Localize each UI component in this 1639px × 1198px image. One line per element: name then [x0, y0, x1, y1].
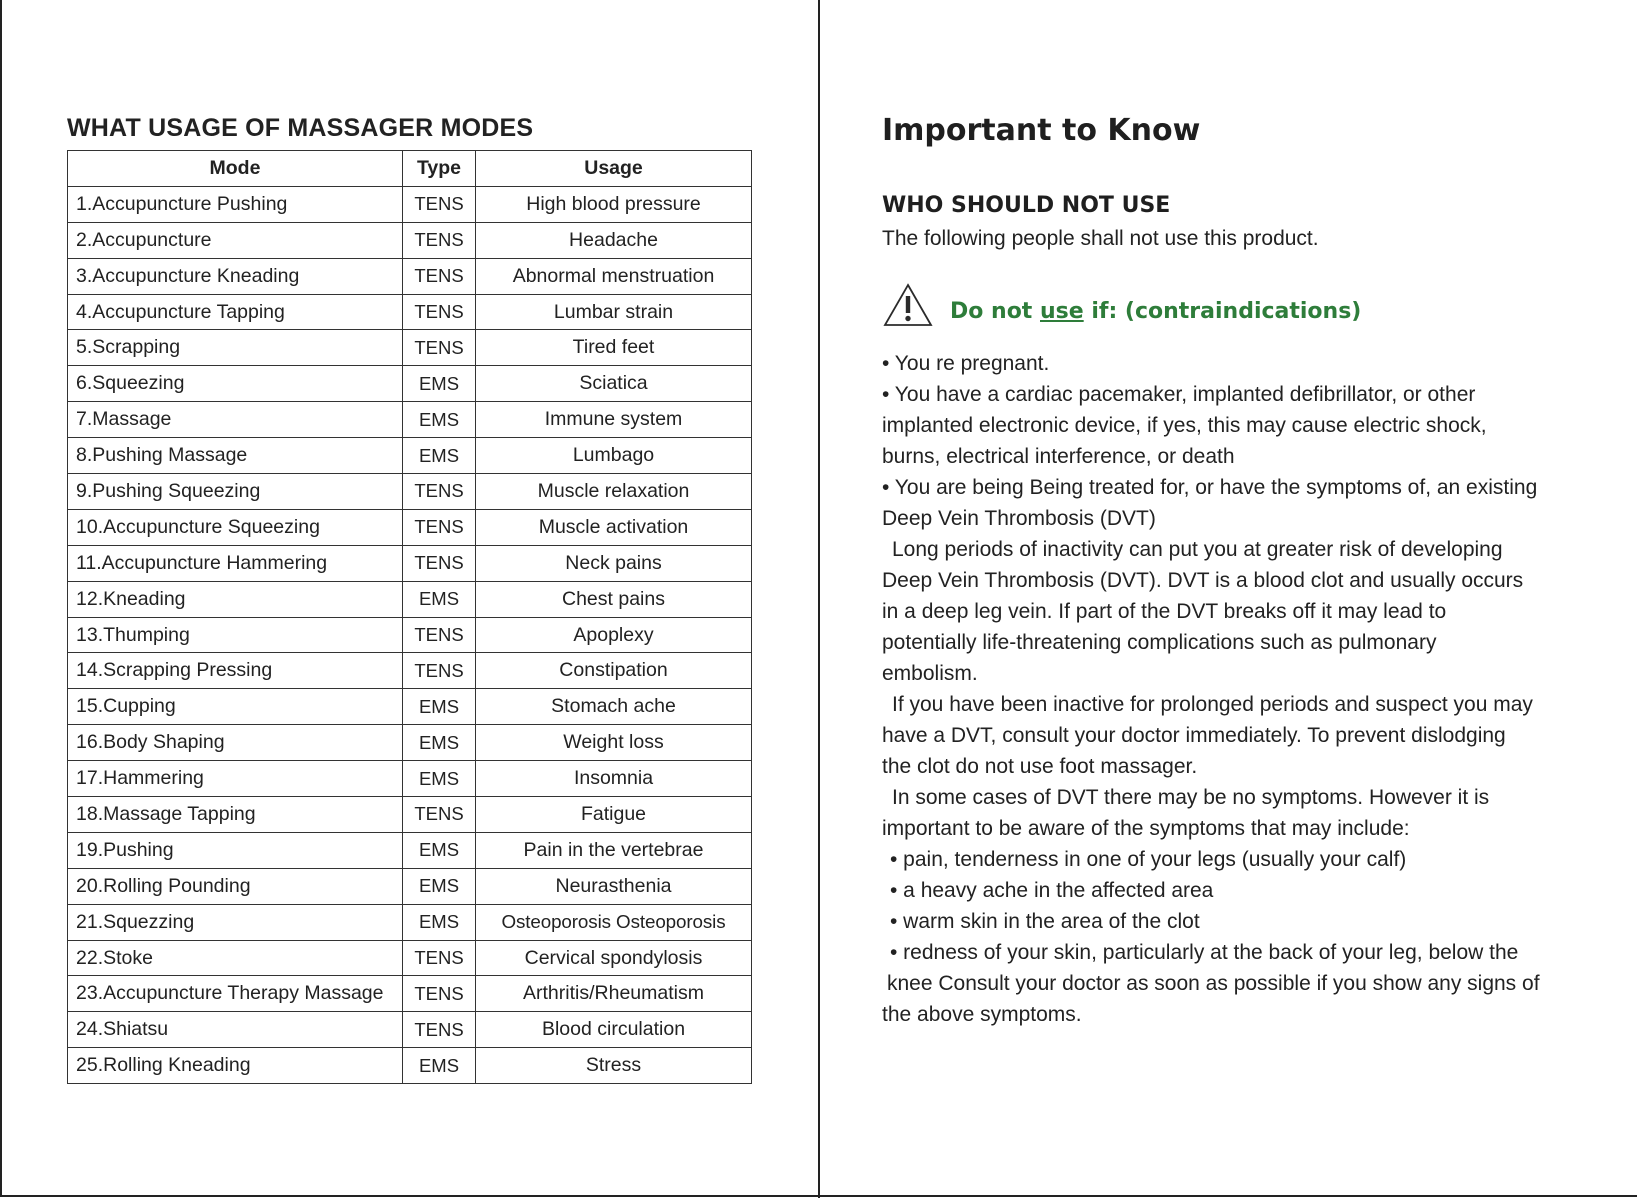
text-line: the clot do not use foot massager. [882, 755, 1198, 778]
usage-cell: Osteoporosis Osteoporosis [476, 904, 752, 940]
mode-cell: 9.Pushing Squeezing [68, 474, 403, 510]
mode-cell: 24.Shiatsu [68, 1012, 403, 1048]
type-cell: TENS [403, 545, 476, 581]
usage-cell: Arthritis/Rheumatism [476, 976, 752, 1012]
table-body [68, 186, 752, 1083]
warning-suffix: if: (contraindications) [1083, 298, 1362, 324]
table-row [68, 294, 752, 330]
type-cell: TENS [403, 294, 476, 330]
usage-cell: Cervical spondylosis [476, 940, 752, 976]
mode-cell: 23.Accupuncture Therapy Massage [68, 976, 403, 1012]
warning-prefix: Do not [950, 298, 1040, 324]
usage-cell: Immune system [476, 402, 752, 438]
mode-cell: 7.Massage [68, 402, 403, 438]
table-row [68, 1012, 752, 1048]
type-cell: EMS [403, 904, 476, 940]
usage-cell: Abnormal menstruation [476, 258, 752, 294]
table-row [68, 797, 752, 833]
table-header-row [68, 151, 752, 187]
mode-cell: 18.Massage Tapping [68, 797, 403, 833]
who-should-not-use-heading: WHO SHOULD NOT USE [882, 193, 1171, 218]
text-line: important to be aware of the symptoms that may include: [882, 817, 1410, 840]
usage-cell: Weight loss [476, 725, 752, 761]
table-row [68, 330, 752, 366]
mode-cell: 17.Hammering [68, 761, 403, 797]
text-line: • You are being Being treated for, or have the symptoms of, an existing [882, 476, 1538, 499]
table-row [68, 904, 752, 940]
page-divider [818, 0, 820, 1198]
type-cell: EMS [403, 832, 476, 868]
type-cell: TENS [403, 474, 476, 510]
type-cell: TENS [403, 186, 476, 222]
table-row [68, 581, 752, 617]
type-cell: TENS [403, 653, 476, 689]
type-cell: EMS [403, 725, 476, 761]
text-line: • You have a cardiac pacemaker, implanted defibrillator, or other [882, 383, 1476, 406]
mode-cell: 2.Accupuncture [68, 222, 403, 258]
header-mode: Mode [68, 151, 403, 187]
table-row [68, 1048, 752, 1084]
type-cell: TENS [403, 222, 476, 258]
type-cell: EMS [403, 1048, 476, 1084]
usage-cell: Tired feet [476, 330, 752, 366]
usage-cell: Lumbago [476, 438, 752, 474]
usage-cell: Neurasthenia [476, 868, 752, 904]
text-line: implanted electronic device, if yes, this may cause electric shock, [882, 414, 1487, 437]
table-row [68, 725, 752, 761]
usage-cell: Neck pains [476, 545, 752, 581]
type-cell: TENS [403, 330, 476, 366]
mode-cell: 1.Accupuncture Pushing [68, 186, 403, 222]
contraindications-body [882, 348, 1582, 1030]
contraindications-warning [882, 276, 1582, 334]
important-title: Important to Know [882, 113, 1201, 148]
table-row [68, 832, 752, 868]
table-row [68, 366, 752, 402]
usage-cell: Apoplexy [476, 617, 752, 653]
text-line: Long periods of inactivity can put you at greater risk of developing [892, 538, 1503, 561]
mode-cell: 15.Cupping [68, 689, 403, 725]
type-cell: TENS [403, 617, 476, 653]
usage-cell: Insomnia [476, 761, 752, 797]
mode-cell: 6.Squeezing [68, 366, 403, 402]
usage-cell: Stress [476, 1048, 752, 1084]
table-row [68, 438, 752, 474]
text-line: In some cases of DVT there may be no symptoms. However it is [892, 786, 1490, 809]
usage-cell: Headache [476, 222, 752, 258]
text-line: • pain, tenderness in one of your legs (usually your calf) [890, 848, 1407, 871]
usage-cell: Lumbar strain [476, 294, 752, 330]
type-cell: TENS [403, 258, 476, 294]
table-row [68, 617, 752, 653]
type-cell: EMS [403, 438, 476, 474]
usage-cell: Fatigue [476, 797, 752, 833]
text-line: knee Consult your doctor as soon as possible if you show any signs of [887, 972, 1540, 995]
text-line: Deep Vein Thrombosis (DVT). DVT is a blood clot and usually occurs [882, 569, 1524, 592]
table-row [68, 653, 752, 689]
mode-cell: 22.Stoke [68, 940, 403, 976]
mode-cell: 3.Accupuncture Kneading [68, 258, 403, 294]
text-line: burns, electrical interference, or death [882, 445, 1235, 468]
table-row [68, 689, 752, 725]
header-usage: Usage [476, 151, 752, 187]
warning-triangle-icon [882, 282, 934, 328]
table-row [68, 761, 752, 797]
text-line: • redness of your skin, particularly at the back of your leg, below the [890, 941, 1519, 964]
type-cell: EMS [403, 366, 476, 402]
left-page [67, 112, 757, 1084]
mode-cell: 25.Rolling Kneading [68, 1048, 403, 1084]
mode-cell: 12.Kneading [68, 581, 403, 617]
mode-cell: 14.Scrapping Pressing [68, 653, 403, 689]
table-row [68, 976, 752, 1012]
type-cell: TENS [403, 509, 476, 545]
usage-cell: Muscle relaxation [476, 474, 752, 510]
text-line: If you have been inactive for prolonged periods and suspect you may [892, 693, 1533, 716]
mode-cell: 10.Accupuncture Squeezing [68, 509, 403, 545]
usage-cell: Muscle activation [476, 509, 752, 545]
type-cell: EMS [403, 868, 476, 904]
table-title: WHAT USAGE OF MASSAGER MODES [67, 114, 534, 142]
mode-cell: 8.Pushing Massage [68, 438, 403, 474]
mode-cell: 20.Rolling Pounding [68, 868, 403, 904]
usage-cell: Pain in the vertebrae [476, 832, 752, 868]
right-page [882, 108, 1582, 1030]
mode-cell: 11.Accupuncture Hammering [68, 545, 403, 581]
header-type: Type [403, 151, 476, 187]
type-cell: EMS [403, 402, 476, 438]
table-row [68, 940, 752, 976]
mode-cell: 19.Pushing [68, 832, 403, 868]
mode-cell: 21.Squezzing [68, 904, 403, 940]
text-line: • a heavy ache in the affected area [890, 879, 1214, 902]
contraindications-heading [950, 299, 1361, 324]
mode-cell: 13.Thumping [68, 617, 403, 653]
who-should-not-use-intro: The following people shall not use this product. [882, 227, 1319, 250]
table-row [68, 509, 752, 545]
text-line: • warm skin in the area of the clot [890, 910, 1200, 933]
mode-cell: 4.Accupuncture Tapping [68, 294, 403, 330]
table-row [68, 402, 752, 438]
usage-cell: Sciatica [476, 366, 752, 402]
text-line: Deep Vein Thrombosis (DVT) [882, 507, 1156, 530]
type-cell: TENS [403, 797, 476, 833]
warning-underlined-word: use [1040, 298, 1084, 324]
usage-cell: Blood circulation [476, 1012, 752, 1048]
text-line: embolism. [882, 662, 978, 685]
usage-cell: Chest pains [476, 581, 752, 617]
text-line: • You re pregnant. [882, 352, 1050, 375]
usage-cell: High blood pressure [476, 186, 752, 222]
type-cell: EMS [403, 761, 476, 797]
table-row [68, 868, 752, 904]
table-row [68, 222, 752, 258]
text-line: potentially life-threatening complications such as pulmonary [882, 631, 1437, 654]
type-cell: TENS [403, 940, 476, 976]
type-cell: EMS [403, 581, 476, 617]
usage-cell: Constipation [476, 653, 752, 689]
table-row [68, 545, 752, 581]
text-line: the above symptoms. [882, 1003, 1082, 1026]
table-row [68, 186, 752, 222]
massager-modes-table [67, 150, 752, 1084]
type-cell: TENS [403, 976, 476, 1012]
text-line: in a deep leg vein. If part of the DVT breaks off it may lead to [882, 600, 1447, 623]
table-row [68, 474, 752, 510]
type-cell: EMS [403, 689, 476, 725]
type-cell: TENS [403, 1012, 476, 1048]
table-row [68, 258, 752, 294]
text-line: have a DVT, consult your doctor immediately. To prevent dislodging [882, 724, 1506, 747]
mode-cell: 5.Scrapping [68, 330, 403, 366]
usage-cell: Stomach ache [476, 689, 752, 725]
mode-cell: 16.Body Shaping [68, 725, 403, 761]
